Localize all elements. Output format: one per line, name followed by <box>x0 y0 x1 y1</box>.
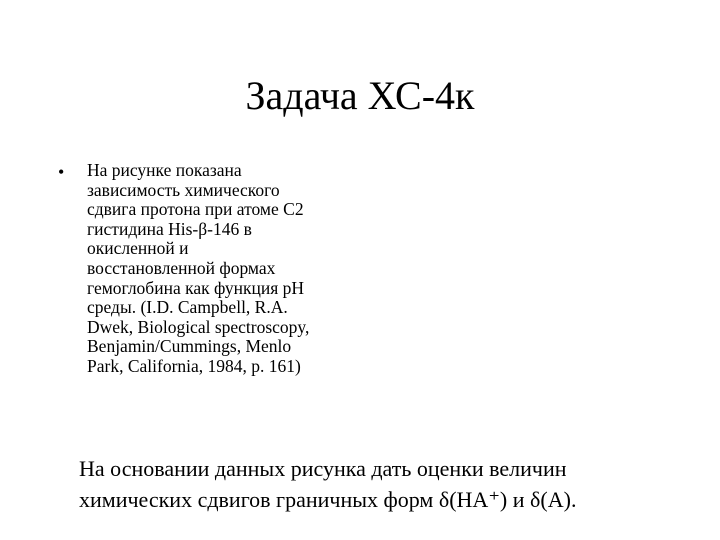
bullet-text-line: На рисунке показана <box>87 160 242 180</box>
slide-title: Задача ХС-4к <box>245 73 475 118</box>
bullet-text-line: сдвига протона при атоме С2 <box>87 199 304 220</box>
task-statement-line: На основании данных рисунка дать оценки величин <box>79 456 567 481</box>
bullet-text-line: Park, California, 1984, p. 161) <box>87 355 301 376</box>
bullet-text-line: Dwek, Biological spectroscopy, <box>87 316 310 337</box>
bullet-text-line: Benjamin/Cummings, Menlo <box>87 336 292 357</box>
bullet-text-line: среды. (I.D. Campbell, R.A. <box>87 297 288 318</box>
bullet-text <box>87 161 387 377</box>
bullet-marker: • <box>58 162 65 182</box>
bullet-text-line: восстановленной формах <box>87 257 276 278</box>
task-statement-line: химических сдвигов граничных форм δ(НА⁺) и δ(А). <box>79 487 577 512</box>
bullet-text-line: окисленной и <box>87 238 189 259</box>
bullet-text-line: гистидина His-β-146 в <box>87 218 252 239</box>
bullet-text-line: зависимость химического <box>87 179 280 200</box>
bullet-text-line: гемоглобина как функция pH <box>87 277 305 298</box>
task-statement <box>79 453 699 515</box>
